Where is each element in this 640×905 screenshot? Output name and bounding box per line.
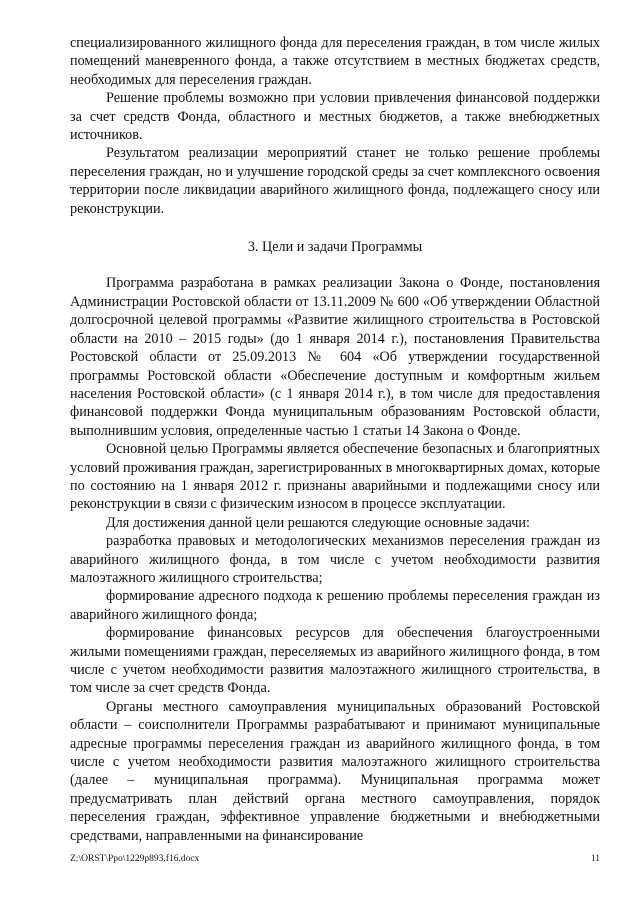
paragraph-main-goal: Основной целью Программы является обеспечение безопасных и благоприятных условий проживания граждан, зарегистрированных в многоквартирных домах, которые по состоянию на 1 января 2012 г. признаны аварийными и подлежащими сносу или реконструкции в связи с физическим износом в процессе эксплуатации. [70, 441, 600, 513]
section-title: 3. Цели и задачи Программы [247, 239, 423, 256]
paragraph-task-3: формирование финансовых ресурсов для обеспечения благоустроенными жилыми помещениями граждан, переселяемых из аварийного жилищного фонда, в том числе с учетом необходимости развития малоэтажного жилищного строительства, в том числе за счет средств Фонда. [70, 625, 600, 697]
paragraph-local-authorities: Органы местного самоуправления муниципальных образований Ростовской области – соисполнители Программы разрабатывают и принимают муниципальные адресные программы переселения граждан из аварийного жилищного фонда, в том числе с учетом необходимости развития малоэтажного жилищного строительства (далее – муниципальная программа). Муниципальная программа может предусматривать план действий органа местного самоуправления, порядок переселения граждан, эффективное управление бюджетными и внебюджетными средствами, направленными на финансирование [70, 698, 600, 844]
page-footer [70, 853, 600, 865]
paragraph-tasks-intro: Для достижения данной цели решаются следующие основные задачи: [106, 514, 530, 531]
footer-file-path: Z:\ORST\Ppo\1229p893.f16.docx [70, 854, 200, 864]
paragraph-task-2: формирование адресного подхода к решению проблемы переселения граждан из аварийного жилищного фонда; [70, 588, 600, 623]
paragraph-result: Результатом реализации мероприятий станет не только решение проблемы переселения граждан, но и улучшение городской среды за счет комплексного освоения территории после ликвидации аварийного жилищного фонда, подлежащего сносу или реконструкции. [70, 145, 600, 217]
page-number: 11 [590, 854, 600, 864]
paragraph-task-1: разработка правовых и методологических механизмов переселения граждан из аварийного жилищного фонда, в том числе с учетом необходимости развития малоэтажного жилищного строительства; [70, 533, 600, 586]
paragraph-continued: специализированного жилищного фонда для переселения граждан, в том числе жилых помещений маневренного фонда, а также отсутствием в местных бюджетах средств, необходимых для переселения граждан. [70, 35, 600, 88]
document-page [70, 34, 600, 845]
paragraph-solution: Решение проблемы возможно при условии привлечения финансовой поддержки за счет средств Фонда, областного и местных бюджетов, а также внебюджетных источников. [70, 90, 600, 144]
paragraph-program-basis: Программа разработана в рамках реализации Закона о Фонде, постановления Администрации Ростовской области от 13.11.2009 № 600 «Об утверждении Областной долгосрочной целевой программы «Развитие жилищного строительства в Ростовской области на 2010 – 2015 годы» (до 1 января 2014 г.), постановления Правительства Ростовской области от 25.09.2013 № 604 «Об утверждении государственной программы Ростовской области «Обеспечение доступным и комфортным жильем населения Ростовской области» (с 1 января 2014 г.), в том числе для предоставления финансовой поддержки Фонда муниципальным образованиям Ростовской области, выполнившим условия, определенные частью 1 статьи 14 Закона о Фонде. [70, 275, 600, 439]
